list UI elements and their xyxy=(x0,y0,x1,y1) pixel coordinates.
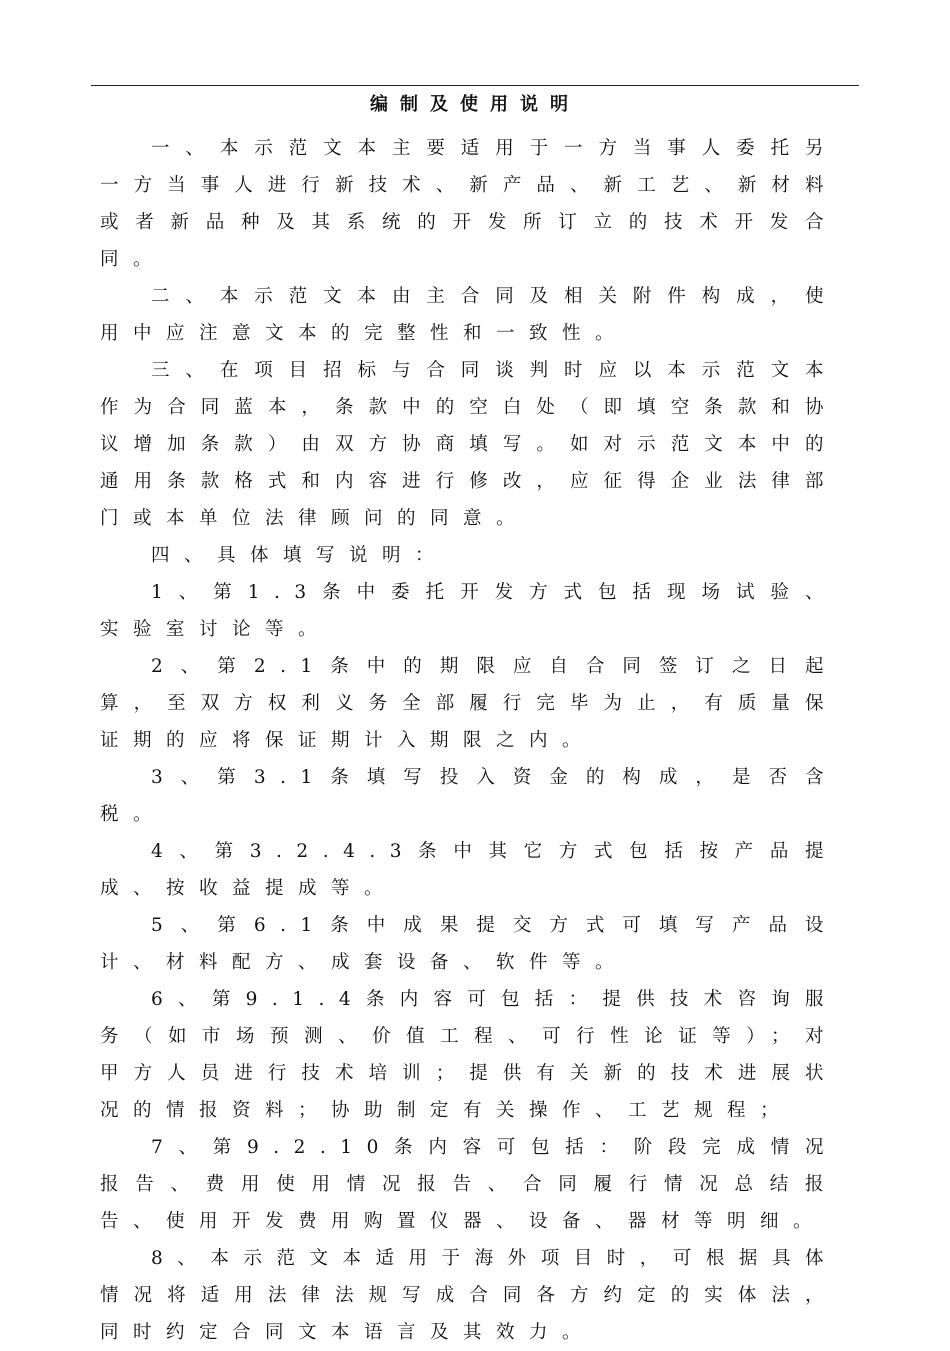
paragraph-3: 三、在项目招标与合同谈判时应以本示范文本作为合同蓝本，条款中的空白处（即填空条款和协议增加条款）由双方协商填写。如对示范文本中的通用条款格式和内容进行修改，应征得企业法律部门或本单位法律顾问的同意。 xyxy=(100,360,838,529)
paragraph-2: 二、本示范文本由主合同及相关附件构成，使用中应注意文本的完整性和一致性。 xyxy=(100,286,838,344)
paragraph-4: 四、具体填写说明： xyxy=(151,545,449,566)
paragraph-10: 6、第9.1.4条内容可包括：提供技术咨询服务（如市场预测、价值工程、可行性论证等）；对甲方人员进行技术培训；提供有关新的技术进展状况的情报资料；协助制定有关操作、工艺规程； xyxy=(100,989,838,1121)
paragraph-5: 1、第1.3条中委托开发方式包括现场试验、实验室讨论等。 xyxy=(100,582,838,640)
paragraph-1: 一、本示范文本主要适用于一方当事人委托另一方当事人进行新技术、新产品、新工艺、新材料或者新品种及其系统的开发所订立的技术开发合同。 xyxy=(100,138,838,270)
page-title: 编制及使用说明 xyxy=(370,94,580,115)
paragraph-11: 7、第9.2.10条内容可包括：阶段完成情况报告、费用使用情况报告、合同履行情况总结报告、使用开发费用购置仪器、设备、器材等明细。 xyxy=(100,1137,838,1232)
document-body xyxy=(100,130,838,1351)
paragraph-7: 3、第3.1条填写投入资金的构成，是否含税。 xyxy=(100,767,838,825)
paragraph-6: 2、第2.1条中的期限应自合同签订之日起算，至双方权利义务全部履行完毕为止，有质量保证期的应将保证期计入期限之内。 xyxy=(100,656,838,751)
paragraph-8: 4、第3.2.4.3条中其它方式包括按产品提成、按收益提成等。 xyxy=(100,841,838,899)
paragraph-9: 5、第6.1条中成果提交方式可填写产品设计、材料配方、成套设备、软件等。 xyxy=(100,915,838,973)
header-rule xyxy=(91,85,859,86)
paragraph-12: 8、本示范文本适用于海外项目时，可根据具体情况将适用法律法规写成合同各方约定的实体法，同时约定合同文本语言及其效力。 xyxy=(100,1248,838,1343)
